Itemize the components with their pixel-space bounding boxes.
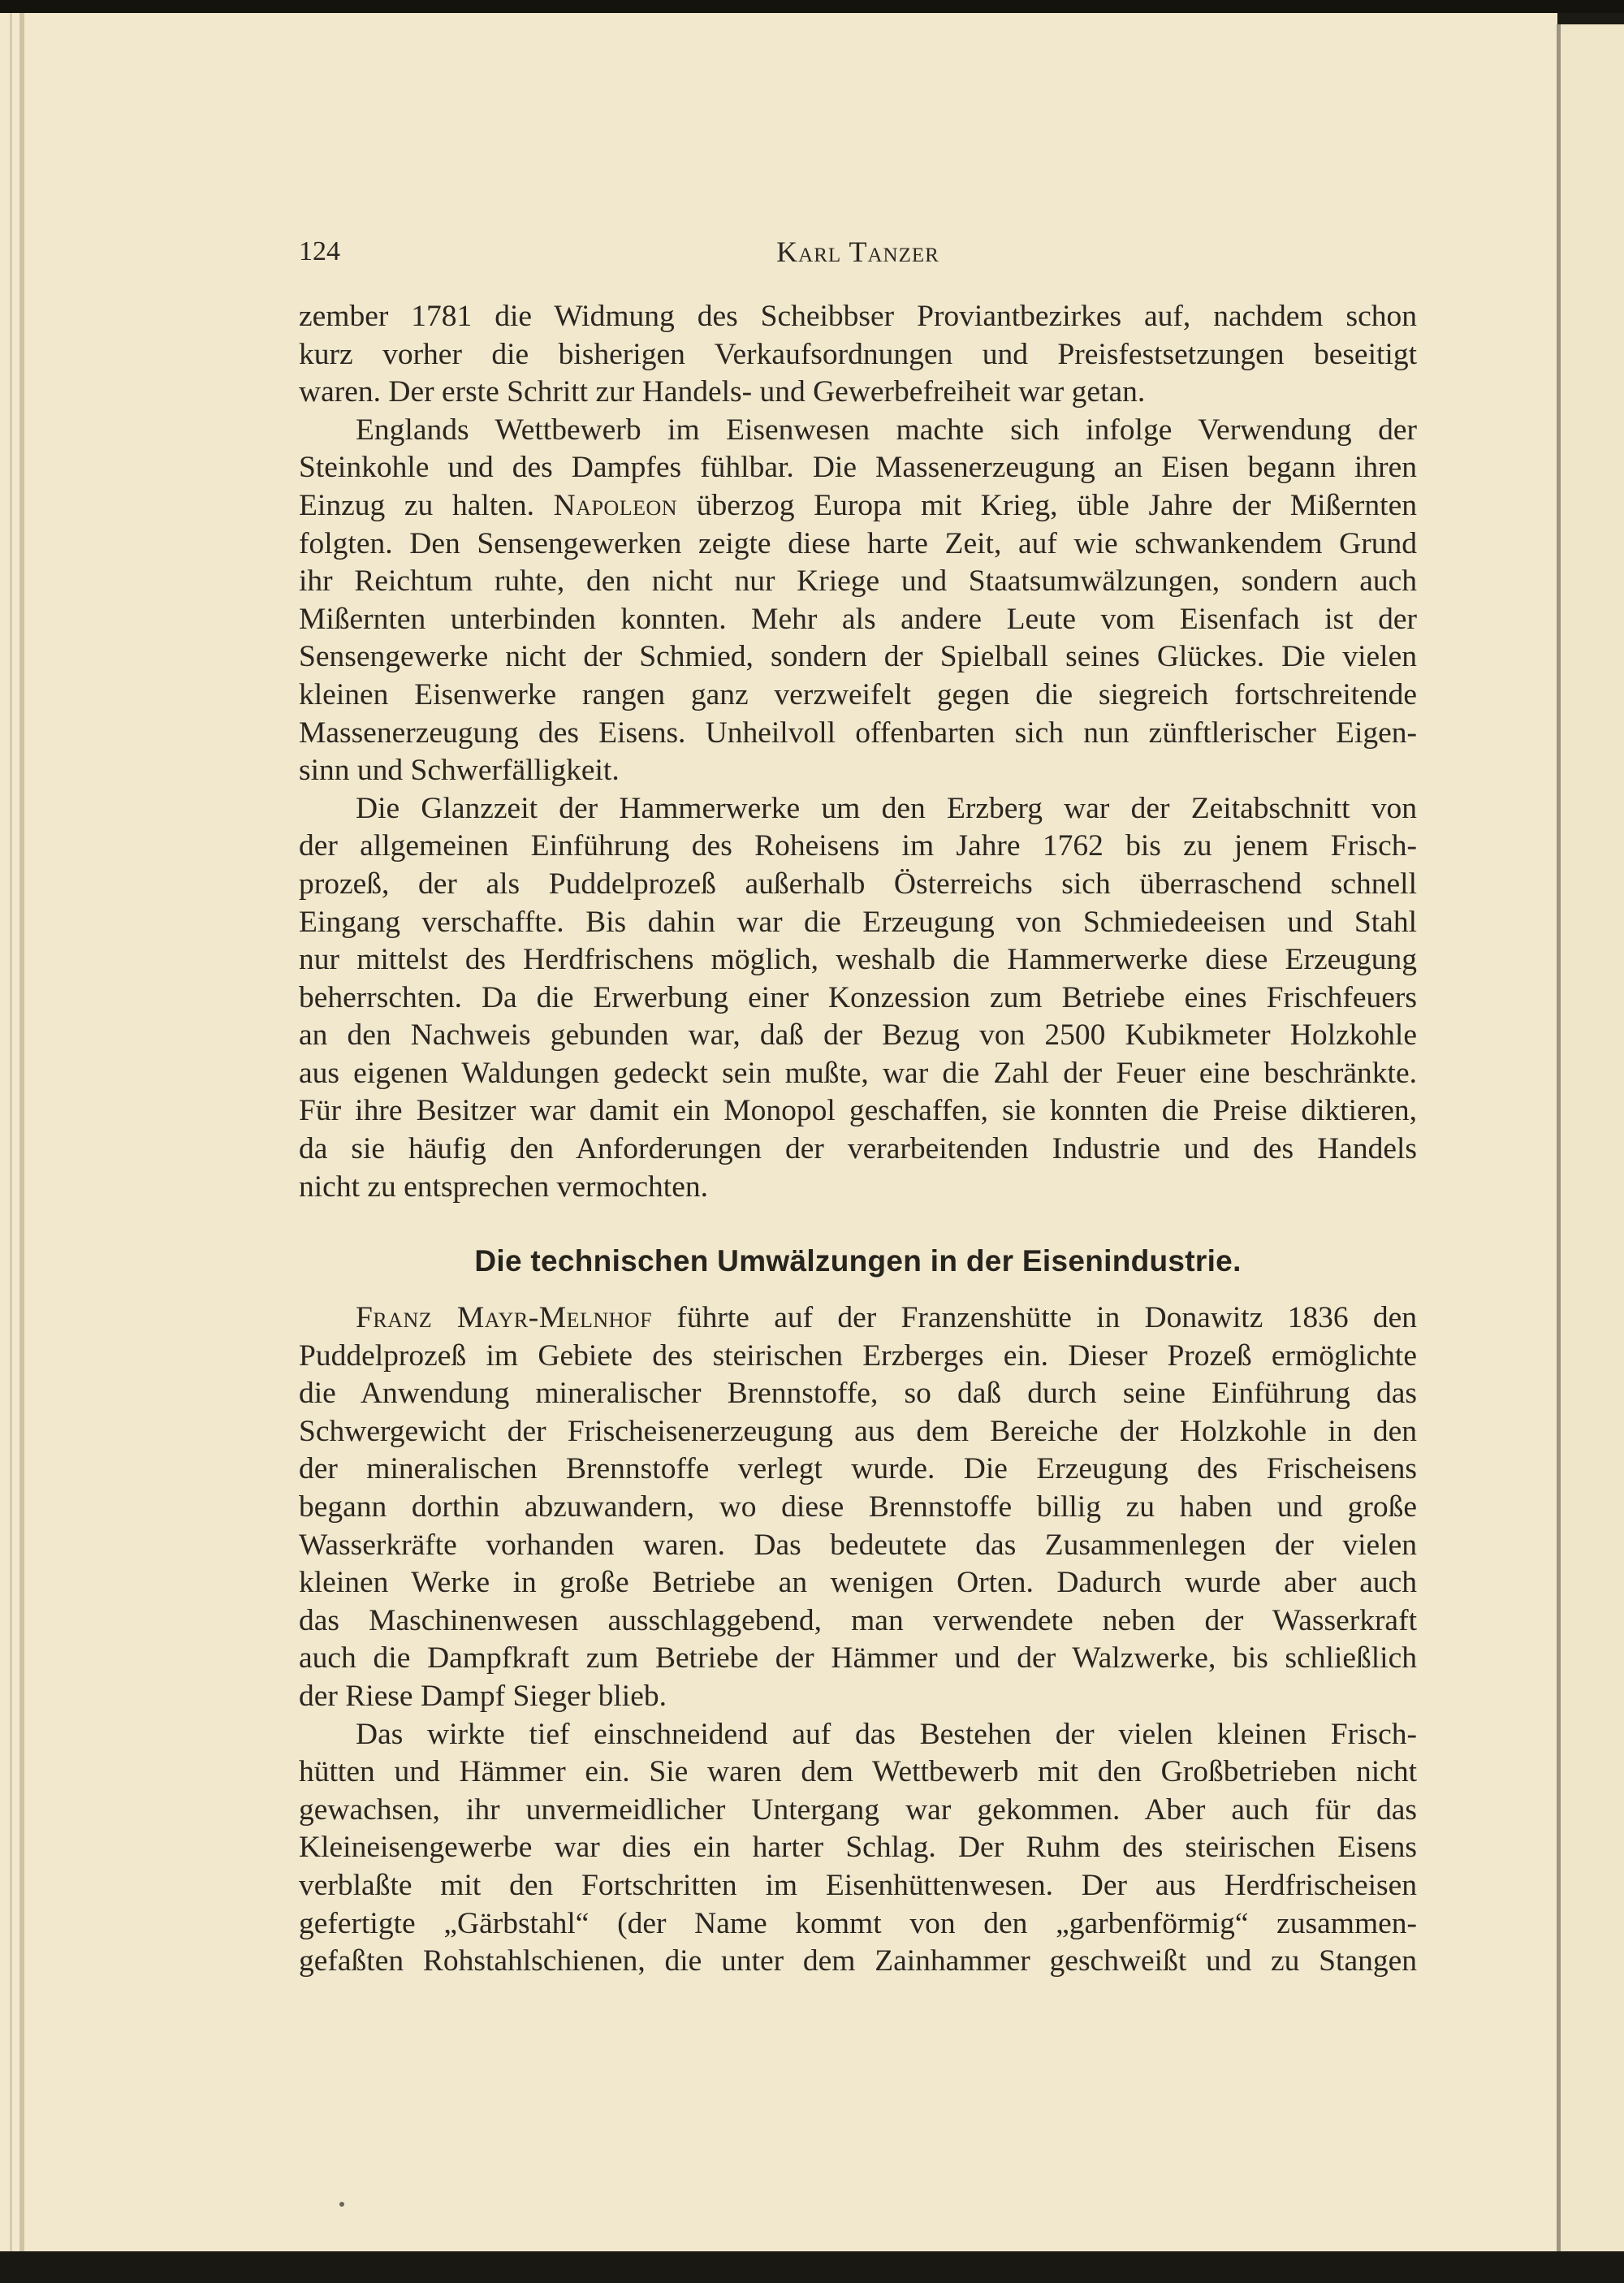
text-line: an den Nachweis gebunden war, daß der Bezug von 2500 Kubikmeter Holzkohle xyxy=(299,1018,1417,1053)
text-line: verblaßte mit den Fortschritten im Eisenhüttenwesen. Der aus Herdfrischeisen xyxy=(299,1868,1417,1902)
text-line: prozeß, der als Puddelprozeß außerhalb Österreichs sich überraschend schnell xyxy=(299,867,1417,901)
text-line: kleinen Werke in große Betriebe an wenigen Orten. Dadurch wurde aber auch xyxy=(299,1566,1417,1600)
text-line: kleinen Eisenwerke rangen ganz verzweifelt gegen die siegreich fortschreitende xyxy=(299,677,1417,711)
text-line: aus eigenen Waldungen gedeckt sein mußte, war die Zahl der Feuer eine beschränkte. xyxy=(299,1056,1417,1090)
page-number: 124 xyxy=(299,236,340,266)
text-line: Eingang verschaffte. Bis dahin war die Erzeugung von Schmiedeeisen und Stahl xyxy=(299,905,1417,939)
dust-speck-icon xyxy=(339,2202,344,2207)
text-line: gewachsen, ihr unvermeidlicher Untergang war gekommen. Aber auch für das xyxy=(299,1792,1417,1827)
text-line: Wasserkräfte vorhanden waren. Das bedeutete das Zusammenlegen der vielen xyxy=(299,1528,1417,1562)
text-line: folgten. Den Sensengewerken zeigte diese harte Zeit, auf wie schwankendem Grund xyxy=(299,526,1417,560)
text-line: sinn und Schwerfälligkeit. xyxy=(299,754,620,788)
paragraph xyxy=(299,298,1417,412)
text-line: der Riese Dampf Sieger blieb. xyxy=(299,1679,667,1713)
text-line: zember 1781 die Widmung des Scheibbser Proviantbezirkes auf, nachdem schon xyxy=(299,300,1417,333)
paragraph xyxy=(299,1299,1417,1716)
text-line: nicht zu entsprechen vermochten. xyxy=(299,1170,708,1204)
text-line: begann dorthin abzuwandern, wo diese Brennstoffe billig zu haben und große xyxy=(299,1490,1417,1524)
text-line: gefertigte „Gärbstahl“ (der Name kommt von den „garbenförmig“ zusammen- xyxy=(299,1906,1417,1940)
text-line: die Anwendung mineralischer Brennstoffe, so daß durch seine Einführung das xyxy=(299,1377,1417,1411)
paragraph xyxy=(299,412,1417,790)
text-line: Kleineisengewerbe war dies ein harter Schlag. Der Ruhm des steirischen Eisens xyxy=(299,1831,1417,1865)
scan-border-top xyxy=(0,0,1624,13)
text-line: Für ihre Besitzer war damit ein Monopol geschaffen, sie konnten die Preise diktieren, xyxy=(299,1094,1417,1128)
text-line: Massenerzeugung des Eisens. Unheilvoll offenbarten sich nun zünftlerischer Eigen- xyxy=(299,716,1417,750)
text-line: Sensengewerke nicht der Schmied, sondern der Spielball seines Glückes. Die vielen xyxy=(299,640,1417,674)
text-line: da sie häufig den Anforderungen der verarbeitenden Industrie und des Handels xyxy=(299,1132,1417,1166)
text-line: beherrschten. Da die Erwerbung einer Konzession zum Betriebe eines Frischfeuers xyxy=(299,980,1417,1014)
text-line: kurz vorher die bisherigen Verkaufsordnungen und Preisfestsetzungen beseitigt xyxy=(299,337,1417,371)
page-edge-left xyxy=(10,13,12,2251)
text-line: nur mittelst des Herdfrischens möglich, weshalb die Hammerwerke diese Erzeugung xyxy=(299,943,1417,977)
text-line: der allgemeinen Einführung des Roheisens im Jahre 1762 bis zu jenem Frisch- xyxy=(299,829,1417,863)
running-title: Karl Tanzer xyxy=(776,236,939,268)
text-line: Das wirkte tief einschneidend auf das Bestehen der vielen kleinen Frisch- xyxy=(356,1717,1417,1751)
text-line: hütten und Hämmer ein. Sie waren dem Wettbewerb mit den Großbetrieben nicht xyxy=(299,1755,1417,1789)
text-line: Einzug zu halten. Napoleon überzog Europa mit Krieg, üble Jahre der Mißernten xyxy=(299,488,1417,522)
paragraph xyxy=(299,1716,1417,1981)
section-1-body xyxy=(299,298,1417,1206)
text-line: auch die Dampfkraft zum Betriebe der Hämmer und der Walzwerke, bis schließlich xyxy=(299,1641,1417,1675)
text-line: Englands Wettbewerb im Eisenwesen machte sich infolge Verwendung der xyxy=(356,413,1417,447)
text-line: Mißernten unterbinden konnten. Mehr als andere Leute vom Eisenfach ist der xyxy=(299,602,1417,636)
text-line: waren. Der erste Schritt zur Handels- und Gewerbefreiheit war getan. xyxy=(299,375,1146,409)
section-2-body xyxy=(299,1299,1417,1981)
text-line: Puddelprozeß im Gebiete des steirischen Erzberges ein. Dieser Prozeß ermöglichte xyxy=(299,1338,1417,1373)
text-line: Die Glanzzeit der Hammerwerke um den Erzberg war der Zeitabschnitt von xyxy=(356,791,1417,825)
person-name: Franz Mayr-Melnhof xyxy=(356,1301,653,1334)
text-line: gefaßten Rohstahlschienen, die unter dem Zainhammer geschweißt und zu Stangen xyxy=(299,1944,1417,1978)
running-head xyxy=(299,231,1417,272)
text-line: Steinkohle und des Dampfes fühlbar. Die Massenerzeugung an Eisen begann ihren xyxy=(299,451,1417,485)
text-line: der mineralischen Brennstoffe verlegt wurde. Die Erzeugung des Frischeisens xyxy=(299,1452,1417,1486)
section-heading: Die technischen Umwälzungen in der Eisenindustrie. xyxy=(474,1244,1242,1278)
text-line: Franz Mayr-Melnhof führte auf der Franzenshütte in Donawitz 1836 den xyxy=(356,1301,1417,1334)
text-line: das Maschinenwesen ausschlaggebend, man verwendete neben der Wasserkraft xyxy=(299,1603,1417,1637)
scan-border-bottom xyxy=(0,2251,1624,2283)
facing-page-edge xyxy=(1561,24,1624,2251)
page-edge-left-shadow xyxy=(19,13,24,2251)
person-name: Napoleon xyxy=(553,488,678,522)
text-line: ihr Reichtum ruhte, den nicht nur Kriege und Staatsumwälzungen, sondern auch xyxy=(299,564,1417,599)
paragraph xyxy=(299,790,1417,1207)
text-line: Schwergewicht der Frischeisenerzeugung aus dem Bereiche der Holzkohle in den xyxy=(299,1414,1417,1448)
